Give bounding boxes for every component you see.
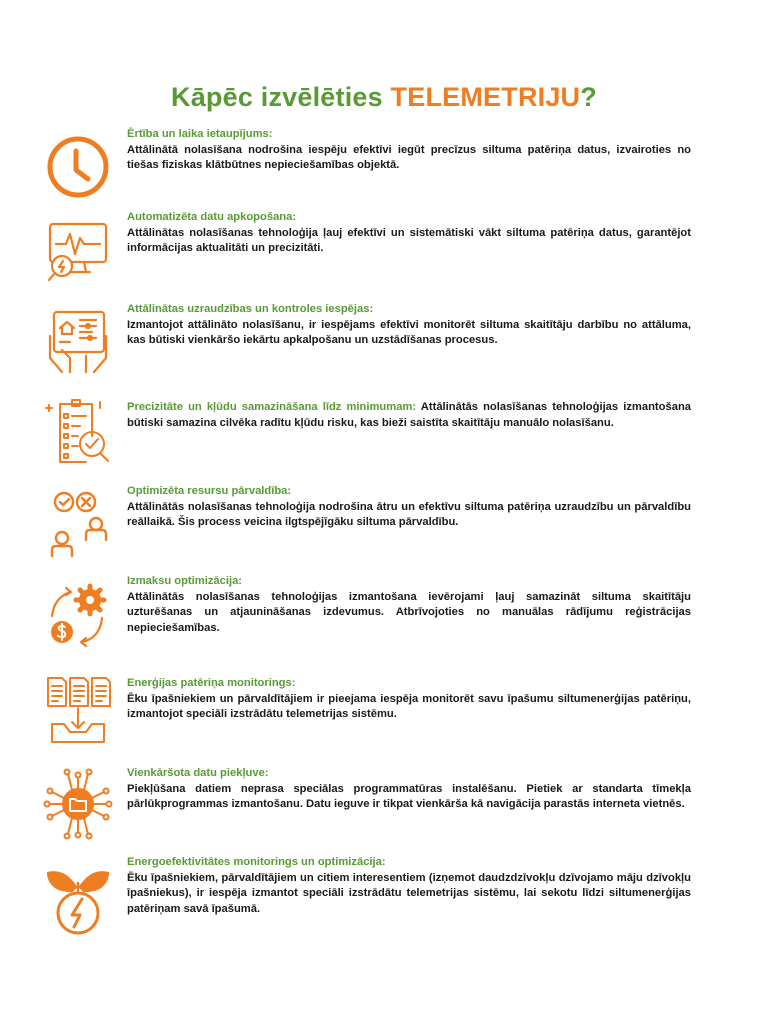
item-text: Attālinātā nolasīšana nodrošina iespēju efektīvi iegūt precīzus siltuma patēriņa datus, izvairoties no tiešas fiziskas klātbūtnes nepieciešamības objektā. [127, 143, 691, 172]
clock-icon [40, 131, 116, 207]
checklist-icon [40, 394, 116, 470]
item-heading: Precizitāte un kļūdu samazināšana līdz minimumam: [127, 401, 421, 413]
gear-dollar-icon [40, 578, 116, 654]
documents-inbox-icon [40, 672, 116, 748]
item-heading: Optimizēta resursu pārvaldība: [127, 485, 292, 497]
title-highlight: TELEMETRIJU [390, 82, 581, 112]
team-check-icon [40, 488, 116, 564]
page-title [0, 82, 768, 113]
item-heading: Vienkāršota datu piekļuve: [127, 767, 269, 779]
tablet-control-icon [40, 306, 116, 382]
item-heading: Izmaksu optimizācija: [127, 575, 243, 587]
item-text: Ēku īpašniekiem, pārvaldītājiem un citiem interesentiem (izņemot daudzdzīvokļu dzīvojamo māju dzīvokļu īpašniekus), ir iespēja izmantot speciāli izstrādātu telemetrijas sistēmu, lai sekotu līdzi siltumenerģijas patēriņam savā īpašumā. [127, 871, 691, 916]
item-text: Ēku īpašniekiem un pārvaldītājiem ir pieejama iespēja monitorēt savu īpašumu siltumenerģijas patēriņu, izmantojot speciāli izstrādātu telemetrijas sistēmu. [127, 692, 691, 721]
item-text: Attālinātās nolasīšanas tehnoloģijas izmantošana ievērojami ļauj samazināt siltuma skaitītāju uzturēšanas un atjaunināšanas izdevumus. Atbrīvojoties no manuālas rādījumu reģistrācijas nepieciešamības. [127, 590, 691, 635]
item-heading: Enerģijas patēriņa monitorings: [127, 677, 296, 689]
item-text: Attālinātas nolasīšanas tehnoloģija ļauj efektīvi un sistemātiski vākt siltuma patēriņa datus, garantējot informācijas aktualitāti un precizitāti. [127, 226, 691, 255]
item-heading: Attālinātas uzraudzības un kontroles iespējas: [127, 303, 374, 315]
item-heading: Automatizēta datu apkopošana: [127, 211, 297, 223]
title-question-mark: ? [580, 82, 597, 112]
item-text: Attālinātās nolasīšanas tehnoloģijas izmantošana būtiski samazina cilvēka radītu kļūdu risku, kas bieži saistīta skaitītāju manuālo nolasīšanu. [127, 401, 691, 429]
title-part-1: Kāpēc izvēlēties [171, 82, 391, 112]
item-text: Attālinātās nolasīšanas tehnoloģija nodrošina ātru un efektīvu siltuma patēriņa uzraudzību un pārvaldību reāllaikā. Šis process veicina ilgtspējīgāku siltuma pārvaldību. [127, 500, 691, 529]
item-text: Izmantojot attālināto nolasīšanu, ir iespējams efektīvi monitorēt siltuma skaitītāju darbību no attāluma, kas būtiski vienkāršo iekārtu apkalpošanu un uzstādīšanas procesus. [127, 318, 691, 347]
leaf-energy-icon [40, 865, 116, 941]
folder-network-icon [40, 766, 116, 842]
item-heading: Ērtība un laika ietaupījums: [127, 128, 273, 140]
item-text: Piekļūšana datiem neprasa speciālas programmatūras instalēšanu. Pietiek ar standarta tīmekļa pārlūkprogrammas izmantošanu. Datu ieguve ir tikpat vienkārša kā navigācija parastās interneta vietnēs. [127, 782, 691, 811]
monitor-analytics-icon [40, 216, 116, 292]
item-heading: Energoefektivitātes monitorings un optimizācija: [127, 856, 386, 868]
